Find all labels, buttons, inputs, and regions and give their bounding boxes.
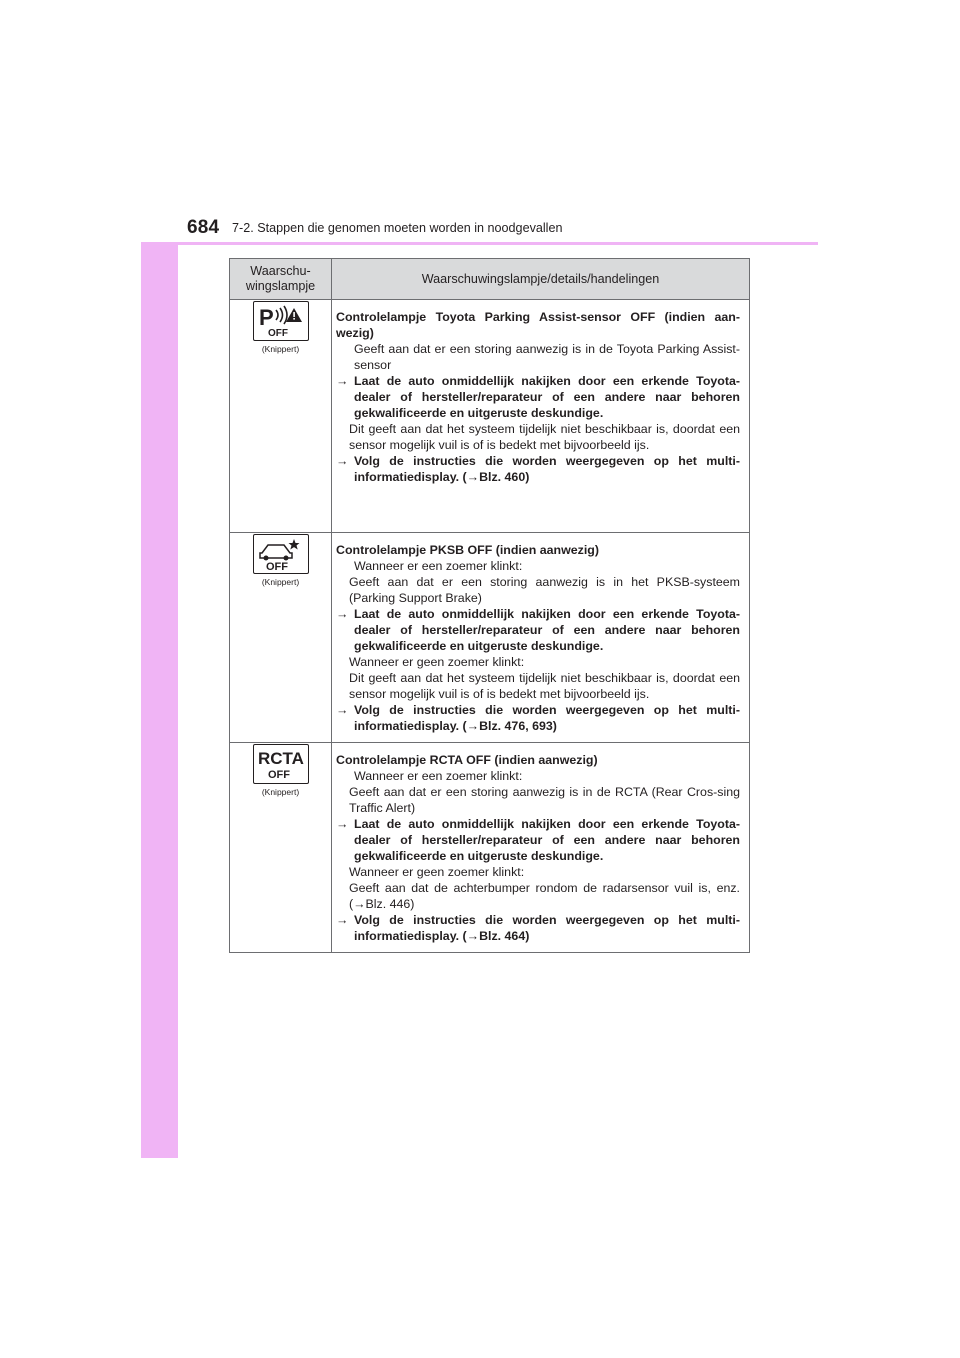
details-cell	[332, 300, 750, 533]
lamp-title: Controlelampje RCTA OFF (indien aanwezig)	[336, 753, 598, 767]
warning-lamp-table	[229, 258, 750, 953]
lamp-description: Geeft aan dat er een storing aanwezig is in de RCTA (Rear Cros-sing Traffic Alert)	[349, 785, 740, 815]
table-row	[230, 533, 750, 743]
side-tab-band	[141, 196, 178, 1158]
svg-text:RCTA: RCTA	[257, 749, 304, 768]
parking-assist-sensor-off-icon	[253, 301, 309, 341]
page-number: 684	[187, 217, 220, 238]
lamp-action: → Volg de instructies die worden weergegeven op het multi-informatiedisplay. (→Blz. 476, 693)	[336, 703, 740, 733]
lamp-action: → Laat de auto onmiddellijk nakijken door een erkende Toyota-dealer of hersteller/reparateur of een andere naar behoren gekwalificeerde en uitgeruste deskundige.	[336, 817, 740, 863]
column-header-lamp: Waarschu- wingslampje	[230, 259, 332, 300]
lamp-description: Geeft aan dat er een storing aanwezig is in de Toyota Parking Assist-sensor	[354, 342, 740, 372]
table-header-row	[230, 259, 750, 300]
column-header-details: Waarschuwingslampje/details/handelingen	[332, 259, 750, 300]
lamp-cell	[230, 743, 332, 953]
lamp-cell	[230, 300, 332, 533]
table-row	[230, 743, 750, 953]
lamp-description: Dit geeft aan dat het systeem tijdelijk niet beschikbaar is, doordat een sensor mogelijk vuil is of is bedekt met bijvoorbeeld ijs.	[349, 671, 740, 701]
lamp-action: → Volg de instructies die worden weergegeven op het multi-informatiedisplay. (→Blz. 460)	[336, 454, 740, 484]
arrow-icon: →	[336, 454, 349, 468]
lamp-action: → Volg de instructies die worden weergegeven op het multi-informatiedisplay. (→Blz. 464)	[336, 913, 740, 943]
blink-label: (Knippert)	[261, 344, 300, 354]
header-rule	[141, 242, 818, 245]
svg-text:OFF: OFF	[267, 769, 290, 781]
header-band	[141, 196, 818, 244]
lamp-action: → Laat de auto onmiddellijk nakijken door een erkende Toyota-dealer of hersteller/reparateur of een andere naar behoren gekwalificeerde en uitgeruste deskundige.	[336, 607, 740, 653]
blink-label: (Knippert)	[261, 787, 300, 797]
arrow-icon: →	[336, 913, 349, 927]
details-cell	[332, 743, 750, 953]
arrow-icon: →	[336, 703, 349, 717]
svg-text:OFF: OFF	[267, 328, 288, 339]
lamp-cell	[230, 533, 332, 743]
rcta-off-icon	[253, 744, 309, 784]
table-row	[230, 300, 750, 533]
lamp-description: Geeft aan dat de achterbumper rondom de radarsensor vuil is, enz. (→Blz. 446)	[349, 881, 740, 911]
lamp-title: Controlelampje Toyota Parking Assist-sensor OFF (indien aan-wezig)	[336, 310, 740, 340]
lamp-title: Controlelampje PKSB OFF (indien aanwezig)	[336, 543, 599, 557]
pksb-off-icon	[253, 534, 309, 574]
arrow-icon: →	[336, 374, 349, 388]
svg-text:P: P	[258, 305, 274, 330]
condition-label: Wanneer er geen zoemer klinkt:	[349, 655, 525, 669]
blink-label: (Knippert)	[261, 577, 300, 587]
condition-label: Wanneer er een zoemer klinkt:	[354, 559, 523, 573]
lamp-action: → Laat de auto onmiddellijk nakijken door een erkende Toyota-dealer of hersteller/reparateur of een andere naar behoren gekwalificeerde en uitgeruste deskundige.	[336, 374, 740, 420]
lamp-description: Geeft aan dat er een storing aanwezig is in het PKSB-systeem (Parking Support Brake)	[349, 575, 740, 605]
arrow-icon: →	[336, 607, 349, 621]
condition-label: Wanneer er een zoemer klinkt:	[354, 769, 523, 783]
arrow-icon: →	[336, 817, 349, 831]
lamp-description: Dit geeft aan dat het systeem tijdelijk niet beschikbaar is, doordat een sensor mogelijk vuil is of is bedekt met bijvoorbeeld ijs.	[349, 422, 740, 452]
svg-text:OFF: OFF	[265, 561, 288, 573]
section-title: 7-2. Stappen die genomen moeten worden in noodgevallen	[232, 221, 563, 235]
details-cell	[332, 533, 750, 743]
condition-label: Wanneer er geen zoemer klinkt:	[349, 865, 525, 879]
